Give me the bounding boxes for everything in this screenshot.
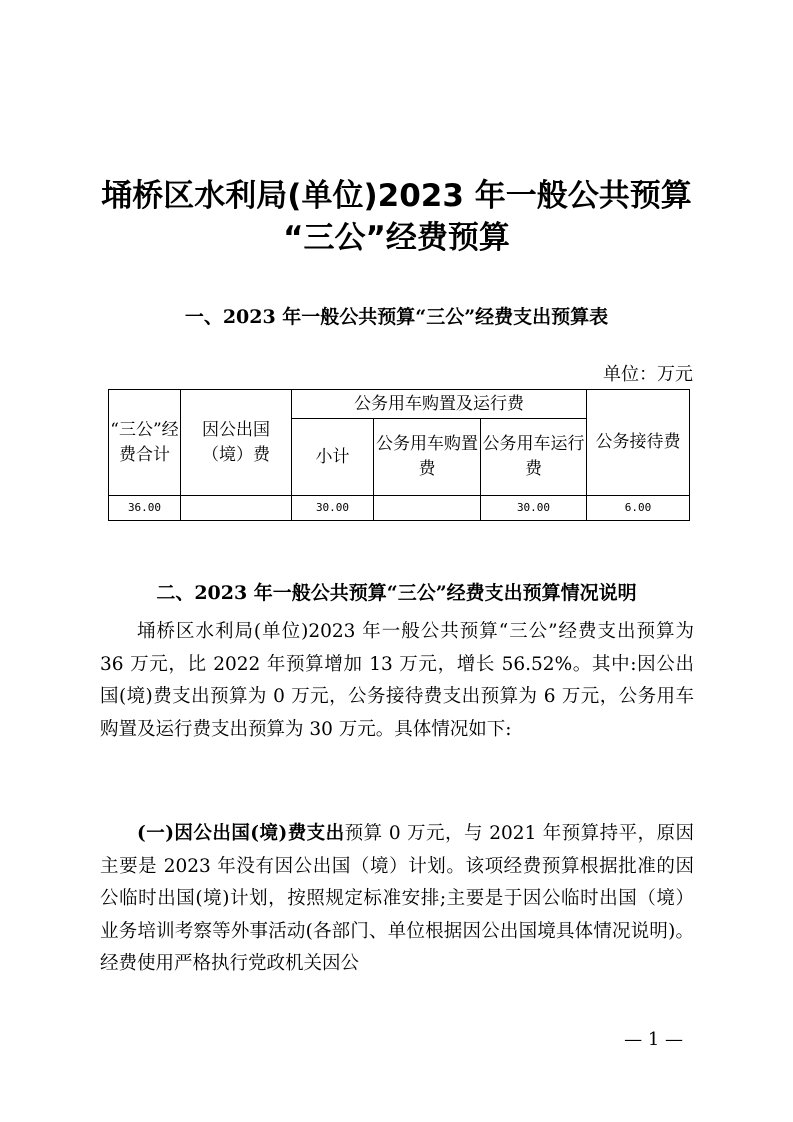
header-vehicle-group: 公务用车购置及运行费: [292, 390, 587, 419]
paragraph-2: [100, 818, 694, 981]
unit-label: 单位：万元: [603, 364, 693, 385]
page-number: — 1 —: [624, 1029, 683, 1050]
cell-vehicle-purchase: [374, 496, 481, 521]
cell-total: 36.00: [109, 496, 181, 521]
table-row: [109, 496, 690, 521]
cell-reception: 6.00: [587, 496, 690, 521]
budget-table: [108, 389, 690, 521]
table-header-row: [109, 390, 690, 419]
section1-heading: 一、2023 年一般公共预算“三公”经费支出预算表: [184, 306, 609, 328]
cell-vehicle-operation: 30.00: [481, 496, 587, 521]
paragraph-2-body: 预算 0 万元，与 2021 年预算持平，原因主要是 2023 年没有因公出国（境）计划。该项经费预算根据批准的因公临时出国(境)计划，按照规定标准安排;主要是于因公临时出国（境）业务培训考察等外事活动(各部门、单位根据因公出国境具体情况说明)。经费使用严格执行党政机关因公: [100, 823, 694, 974]
header-total: “三公”经费合计: [109, 390, 181, 496]
header-reception: 公务接待费: [587, 390, 690, 496]
paragraph-2-lead: (一)因公出国(境)费支出: [137, 823, 345, 844]
document-title-line2: “三公”经费预算: [283, 220, 510, 256]
section2-heading: 二、2023 年一般公共预算“三公”经费支出预算情况说明: [156, 582, 637, 604]
header-vehicle-operation: 公务用车运行费: [481, 419, 587, 496]
cell-overseas: [181, 496, 292, 521]
header-vehicle-subtotal: 小计: [292, 419, 374, 496]
header-vehicle-purchase: 公务用车购置费: [374, 419, 481, 496]
document-title-line1: 埇桥区水利局(单位)2023 年一般公共预算: [101, 178, 692, 214]
header-overseas: 因公出国（境）费: [181, 390, 292, 496]
paragraph-1: 埇桥区水利局(单位)2023 年一般公共预算“三公”经费支出预算为 36 万元，比 2022 年预算增加 13 万元，增长 56.52%。其中:因公出国(境)费支出预算为 0 万元，公务接待费支出预算为 6 万元，公务用车购置及运行费支出预算为 30 万元。具体情况如下:: [100, 621, 694, 740]
cell-vehicle-subtotal: 30.00: [292, 496, 374, 521]
